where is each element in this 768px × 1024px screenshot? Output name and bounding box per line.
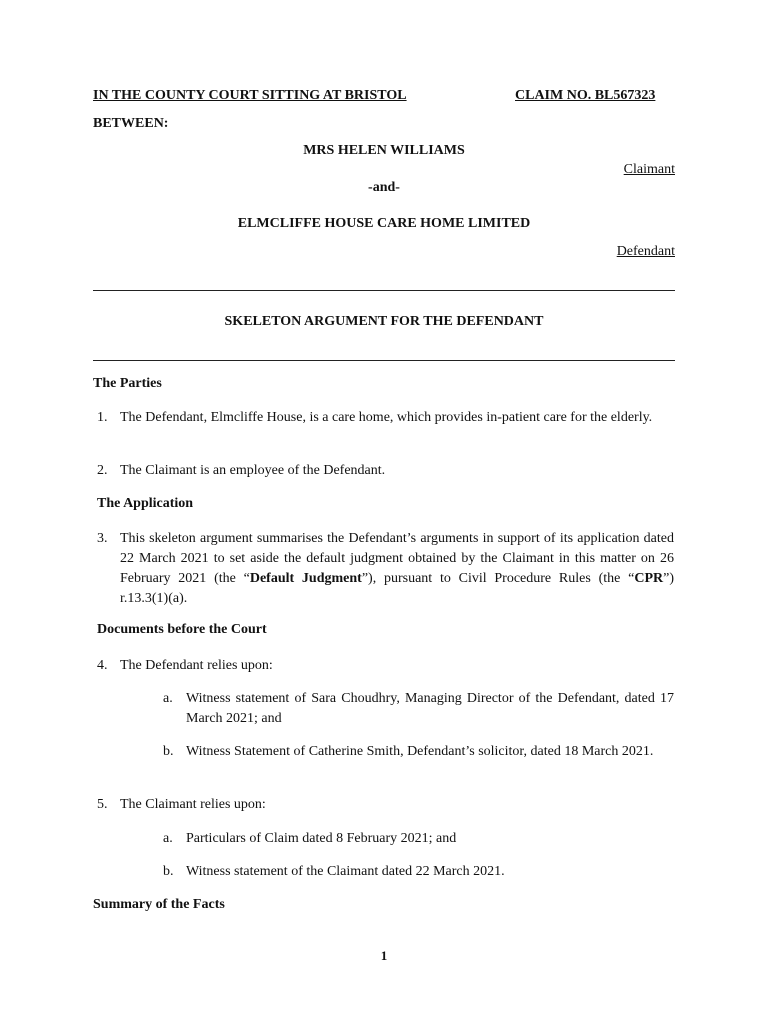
defined-term-default-judgment: Default Judgment <box>249 571 362 586</box>
claim-number: CLAIM NO. BL567323 <box>515 88 656 103</box>
page-number: 1 <box>380 948 388 963</box>
subparagraph-4b: Witness Statement of Catherine Smith, Defendant’s solicitor, dated 18 March 2021. <box>186 744 654 759</box>
paragraph-number: 2. <box>97 463 108 478</box>
paragraph-3-text-c: ”) r.13.3(1)(a). <box>120 571 674 606</box>
defendant-role: Defendant <box>616 244 675 259</box>
claimant-role: Claimant <box>623 162 675 177</box>
subparagraph-4a: Witness statement of Sara Choudhry, Managing Director of the Defendant, dated 17 March 2021; and <box>186 691 674 726</box>
section-heading-documents: Documents before the Court <box>97 622 267 637</box>
paragraph-number: 4. <box>97 658 108 673</box>
between-label: BETWEEN: <box>93 116 169 131</box>
section-heading-facts: Summary of the Facts <box>93 897 225 912</box>
section-heading-application: The Application <box>97 496 194 511</box>
top-rule <box>93 290 675 291</box>
paragraph-3 <box>120 529 674 609</box>
paragraph-1: The Defendant, Elmcliffe House, is a care home, which provides in-patient care for the elderly. <box>120 410 653 425</box>
paragraph-number: 3. <box>97 531 108 546</box>
paragraph-5: The Claimant relies upon: <box>120 797 266 812</box>
subparagraph-letter: a. <box>163 831 173 846</box>
paragraph-4: The Defendant relies upon: <box>120 658 273 673</box>
subparagraph-letter: b. <box>163 864 174 879</box>
subparagraph-letter: b. <box>163 744 174 759</box>
defendant-name: ELMCLIFFE HOUSE CARE HOME LIMITED <box>237 216 531 231</box>
subparagraph-5b: Witness statement of the Claimant dated 22 March 2021. <box>186 864 505 879</box>
subparagraph-5a: Particulars of Claim dated 8 February 2021; and <box>186 831 457 846</box>
paragraph-3-text-a: This skeleton argument summarises the Defendant’s arguments in support of its application dated 22 March 2021 to set aside the default judgment obtained by the Claimant in this matter on 26 February 2021 (the “ <box>120 531 674 586</box>
subparagraph-letter: a. <box>163 691 173 706</box>
paragraph-3-text-b: ”), pursuant to Civil Procedure Rules (the “ <box>361 571 635 586</box>
claimant-name: MRS HELEN WILLIAMS <box>303 143 465 158</box>
and-separator: -and- <box>368 180 400 195</box>
paragraph-number: 1. <box>97 410 108 425</box>
paragraph-number: 5. <box>97 797 108 812</box>
paragraph-2: The Claimant is an employee of the Defendant. <box>120 463 386 478</box>
bottom-rule <box>93 360 675 361</box>
defined-term-cpr: CPR <box>634 571 664 586</box>
document-title: SKELETON ARGUMENT FOR THE DEFENDANT <box>224 314 544 329</box>
court-heading: IN THE COUNTY COURT SITTING AT BRISTOL <box>93 88 407 103</box>
section-heading-parties: The Parties <box>93 376 162 391</box>
